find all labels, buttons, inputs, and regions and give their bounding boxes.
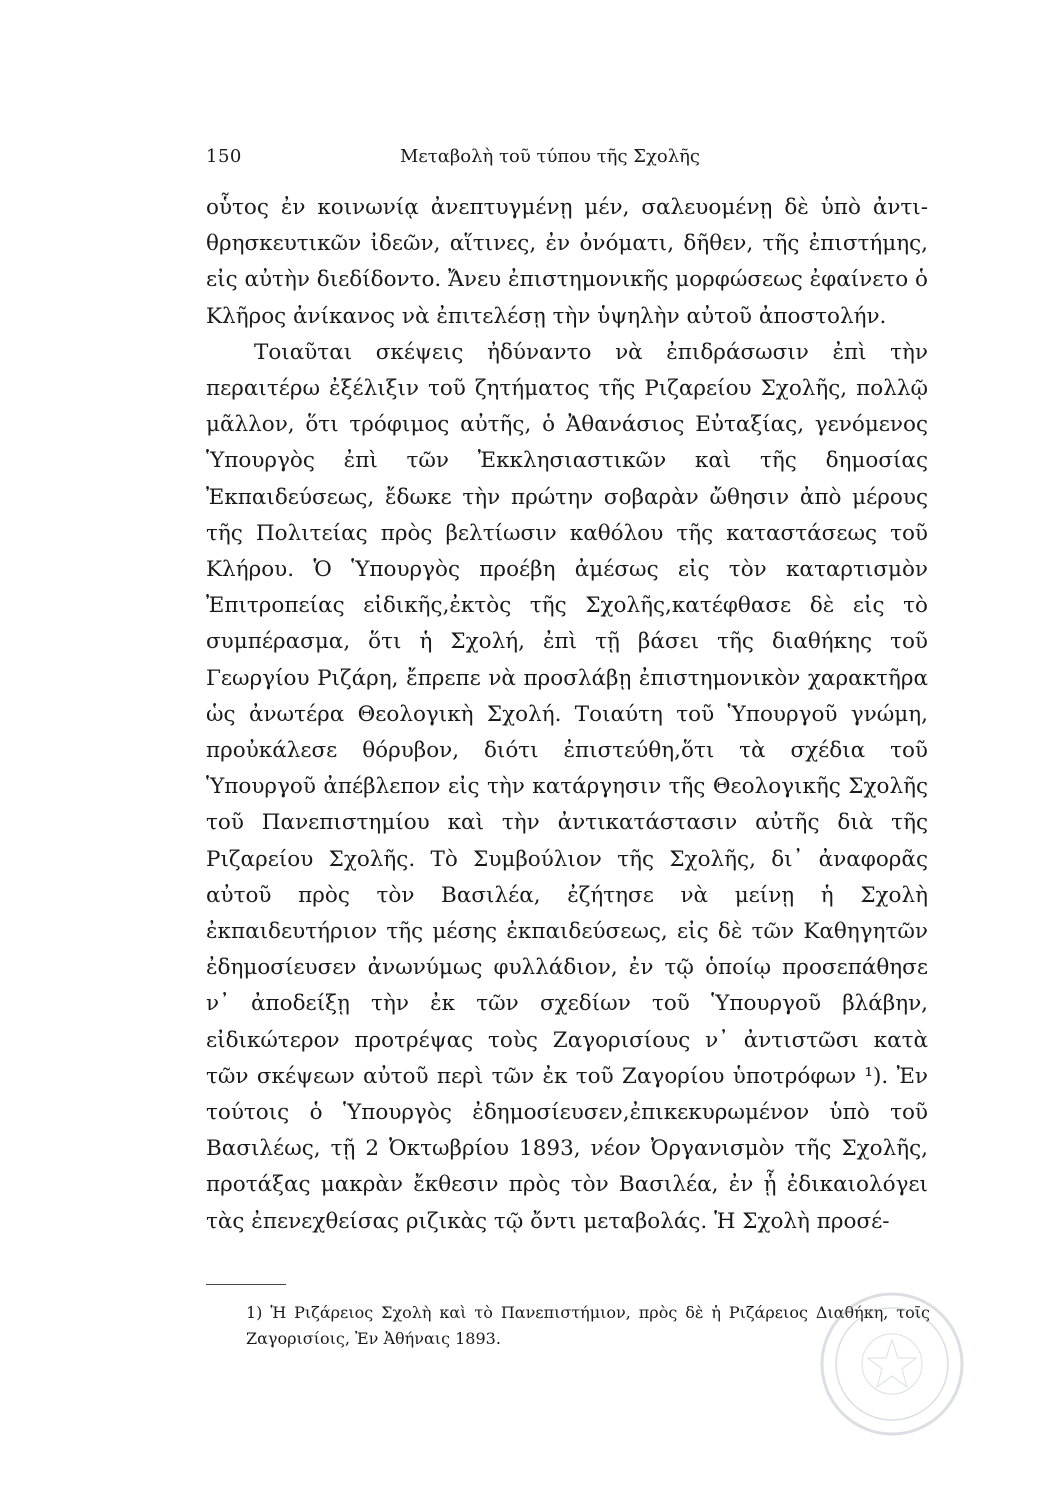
footnote: 1) Ἡ Ριζάρειος Σχολὴ καὶ τὸ Πανεπιστήμιον, πρὸς δὲ ἡ Ριζάρειος Διαθήκη, τοῖς Ζαγορισίοις, Ἐν Ἀθήναις 1893. — [246, 1303, 930, 1348]
running-head: Μεταβολὴ τοῦ τύπου τῆς Σχολῆς — [400, 146, 701, 167]
body-text — [206, 190, 928, 1240]
paragraph-continued: οὗτος ἐν κοινωνίᾳ ἀνεπτυγμένῃ μέν, σαλευομένῃ δὲ ὑπὸ ἀντι-θρησκευτικῶν ἰδεῶν, αἵτινες, ἐν ὀνόματι, δῆθεν, τῆς ἐπιστήμης, εἰς αὐτὴν διεδίδοντο. Ἄνευ ἐπιστημονικῆς μορφώσεως ἐφαίνετο ὁ Κλῆρος ἀνίκανος νὰ ἐπιτελέσῃ τὴν ὑψηλὴν αὐτοῦ ἀποστολήν. — [206, 195, 928, 329]
footnote-rule — [206, 1284, 286, 1285]
paragraph: Τοιαῦται σκέψεις ἠδύναντο νὰ ἐπιδράσωσιν ἐπὶ τὴν περαιτέρω ἐξέλιξιν τοῦ ζητήματος τῆς Ριζαρείου Σχολῆς, πολλῷ μᾶλλον, ὅτι τρόφιμος αὐτῆς, ὁ Ἀθανάσιος Εὐταξίας, γενόμενος Ὑπουργὸς ἐπὶ τῶν Ἐκκλησιαστικῶν καὶ τῆς δημοσίας Ἐκπαιδεύσεως, ἔδωκε τὴν πρώτην σοβαρὰν ὤθησιν ἀπὸ μέρους τῆς Πολιτείας πρὸς βελτίωσιν καθόλου τῆς καταστάσεως τοῦ Κλήρου. Ὁ Ὑπουργὸς προέβη ἀμέσως εἰς τὸν καταρτισμὸν Ἐπιτροπείας εἰδικῆς,ἐκτὸς τῆς Σχολῆς,κατέφθασε δὲ εἰς τὸ συμπέρασμα, ὅτι ἡ Σχολή, ἐπὶ τῇ βάσει τῆς διαθήκης τοῦ Γεωργίου Ριζάρη, ἔπρεπε νὰ προσλάβῃ ἐπιστημονικὸν χαρακτῆρα ὡς ἀνωτέρα Θεολογικὴ Σχολή. Τοιαύτη τοῦ Ὑπουργοῦ γνώμη, προὐκάλεσε θόρυβον, διότι ἐπιστεύθη,ὅτι τὰ σχέδια τοῦ Ὑπουργοῦ ἀπέβλεπον εἰς τὴν κατάργησιν τῆς Θεολογικῆς Σχολῆς τοῦ Πανεπιστημίου καὶ τὴν ἀντικατάστασιν αὐτῆς διὰ τῆς Ριζαρείου Σχολῆς. Τὸ Συμβούλιον τῆς Σχολῆς, δι᾽ ἀναφορᾶς αὐτοῦ πρὸς τὸν Βασιλέα, ἐζήτησε νὰ μείνῃ ἡ Σχολὴ ἐκπαιδευτήριον τῆς μέσης ἐκπαιδεύσεως, εἰς δὲ τῶν Καθηγητῶν ἐδημοσίευσεν ἀνωνύμως φυλλάδιον, ἐν τῷ ὁποίῳ προσεπάθησε ν᾽ ἀποδείξῃ τὴν ἐκ τῶν σχεδίων τοῦ Ὑπουργοῦ βλάβην, εἰδικώτερον προτρέψας τοὺς Ζαγορισίους ν᾽ ἀντιστῶσι κατὰ τῶν σκέψεων αὐτοῦ περὶ τῶν ἐκ τοῦ Ζαγορίου ὑποτρόφων ¹). Ἐν τούτοις ὁ Ὑπουργὸς ἐδημοσίευσεν,ἐπικεκυρωμένον ὑπὸ τοῦ Βασιλέως, τῇ 2 Ὀκτωβρίου 1893, νέον Ὀργανισμὸν τῆς Σχολῆς, προτάξας μακρὰν ἔκθεσιν πρὸς τὸν Βασιλέα, ἐν ᾗ ἐδικαιολόγει τὰς ἐπενεχθείσας ριζικὰς τῷ ὄντι μεταβολάς. Ἡ Σχολὴ προσέ- — [206, 339, 928, 1234]
page-number: 150 — [206, 146, 242, 167]
university-seal-icon — [818, 1290, 966, 1438]
